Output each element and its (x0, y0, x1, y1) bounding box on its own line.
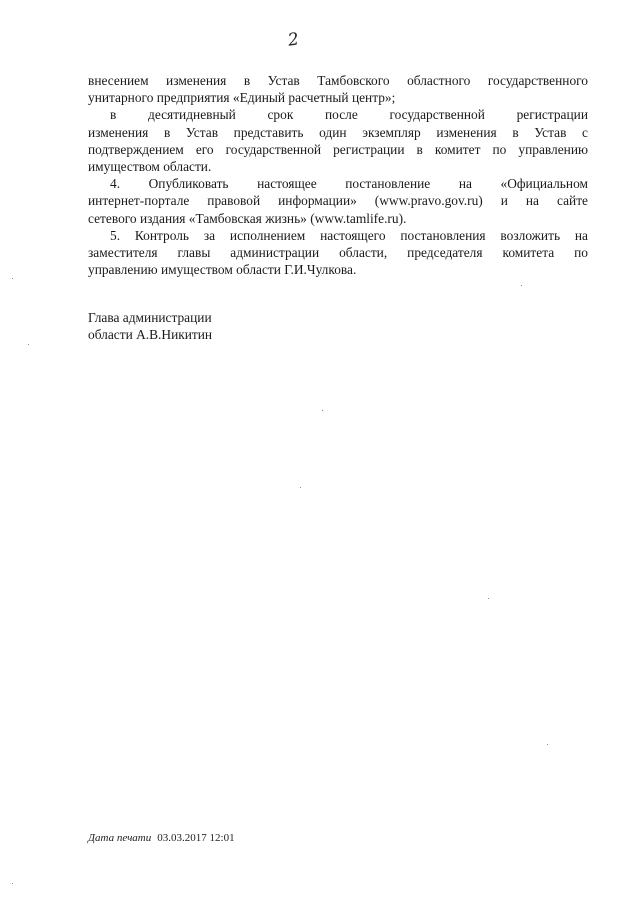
text-line: заместителя главы администрации области, председателя комитета по (88, 244, 588, 260)
print-date-label: Дата печати (88, 832, 152, 844)
scan-speck (488, 598, 489, 599)
print-date-value: 03.03.2017 12:01 (157, 832, 235, 844)
text-line: интернет-портале правовой информации» (www.pravo.gov.ru) и на сайте (88, 193, 588, 209)
print-date (88, 832, 235, 845)
text-line: управлению имуществом области Г.И.Чулкова. (88, 262, 357, 278)
scan-speck (28, 344, 29, 345)
page-number: 2 (286, 29, 301, 51)
text-line: имуществом области. (88, 158, 212, 174)
scan-speck (12, 278, 13, 279)
signature-title: Глава администрации (88, 310, 212, 325)
scan-speck (521, 285, 522, 286)
signature-name: области А.В.Никитин (88, 327, 213, 343)
scan-speck (322, 410, 323, 411)
text-line: унитарного предприятия «Единый расчетный центр»; (88, 90, 396, 106)
document-body (88, 72, 588, 278)
text-line: изменения в Устав представить один экземпляр изменения в Устав с (88, 124, 588, 140)
scan-speck (547, 744, 548, 745)
scan-speck (300, 487, 301, 488)
text-line: подтверждением его государственной регистрации в комитет по управлению (88, 141, 588, 157)
scan-speck (12, 883, 13, 884)
text-line: сетевого издания «Тамбовская жизнь» (www.tamlife.ru). (88, 210, 407, 226)
text-line: 4. Опубликовать настоящее постановление на «Официальном (110, 176, 588, 192)
signature-block (88, 309, 212, 343)
text-line: в десятидневный срок после государственной регистрации (110, 107, 588, 123)
text-line: 5. Контроль за исполнением настоящего постановления возложить на (110, 227, 588, 243)
text-line: внесением изменения в Устав Тамбовского областного государственного (88, 73, 588, 88)
